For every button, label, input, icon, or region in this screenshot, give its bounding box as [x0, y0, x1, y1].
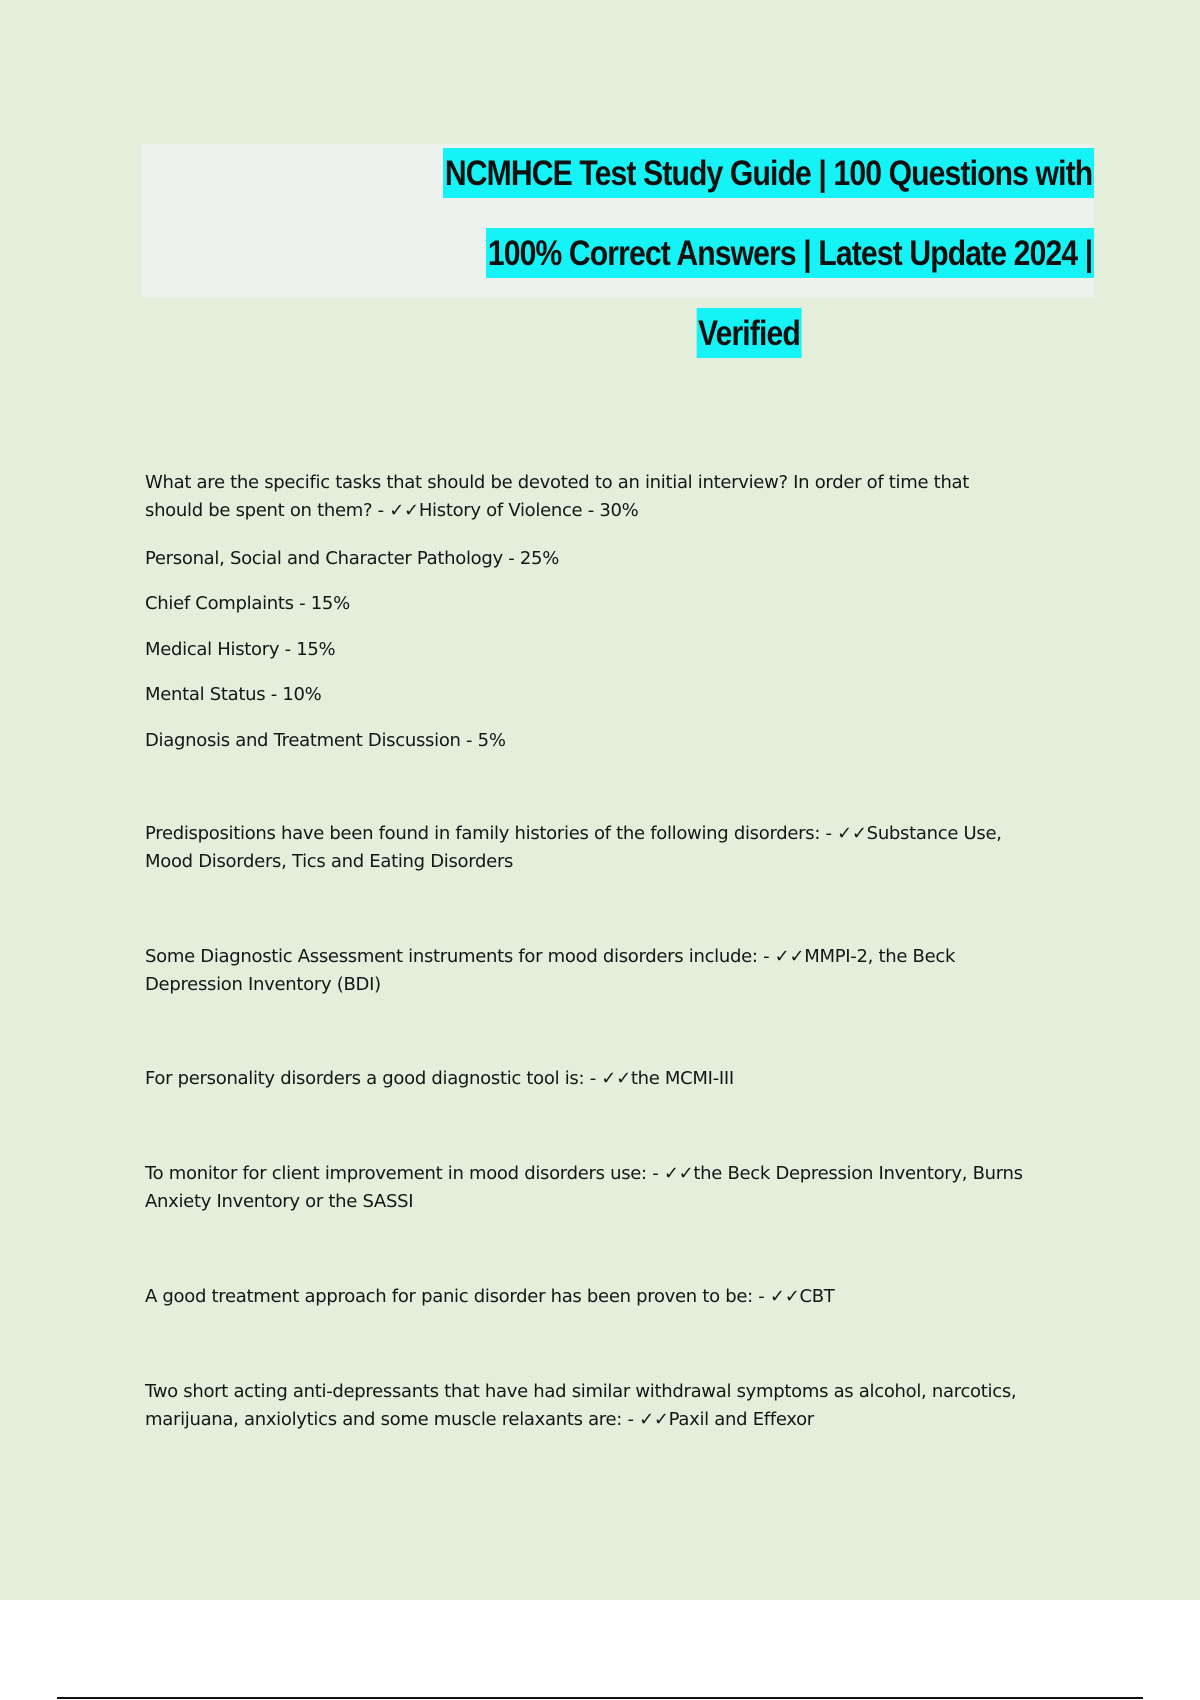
qa-entry-1-line-4: Medical History - 15% [145, 639, 336, 660]
qa-entry-4: For personality disorders a good diagnostic tool is: - ✓✓the MCMI-III [145, 1068, 734, 1089]
qa-entry-6: A good treatment approach for panic disorder has been proven to be: - ✓✓CBT [145, 1286, 835, 1307]
title-line-3: Verified [696, 308, 801, 358]
qa-entry-1-line-6: Diagnosis and Treatment Discussion - 5% [145, 730, 506, 751]
qa-entry-1-line-5: Mental Status - 10% [145, 684, 322, 705]
qa-entry-7: Two short acting anti-depressants that have had similar withdrawal symptoms as alcohol, narcotics, marijuana, anxiolytics and some muscle relaxants are: - ✓✓Paxil and Effexor [145, 1381, 1017, 1430]
qa-entry-1-line-2: Personal, Social and Character Pathology - 25% [145, 548, 560, 569]
qa-entry-1: What are the specific tasks that should be devoted to an initial interview? In order of time that should be spent on them? - ✓✓History of Violence - 30% [145, 472, 970, 521]
qa-entry-3: Some Diagnostic Assessment instruments for mood disorders include: - ✓✓MMPI-2, the Beck Depression Inventory (BDI) [145, 946, 956, 995]
page-bottom-rule [57, 1697, 1143, 1699]
qa-entry-2: Predispositions have been found in family histories of the following disorders: - ✓✓Substance Use, Mood Disorders, Tics and Eating Disorders [145, 823, 1002, 872]
qa-entry-5: To monitor for client improvement in mood disorders use: - ✓✓the Beck Depression Inventory, Burns Anxiety Inventory or the SASSI [145, 1163, 1023, 1212]
qa-entry-1-line-3: Chief Complaints - 15% [145, 593, 350, 614]
title-line-2: 100% Correct Answers | Latest Update 2024 | [486, 228, 1094, 278]
title-line-1: NCMHCE Test Study Guide | 100 Questions with [443, 148, 1094, 198]
